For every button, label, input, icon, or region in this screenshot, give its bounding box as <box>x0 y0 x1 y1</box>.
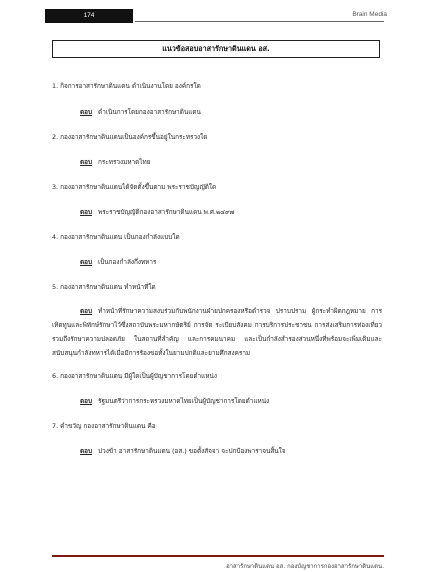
question-4: 4. กองอาสารักษาดินแดน เป็นกองกำลังแบบใด <box>52 233 180 241</box>
answer-text: พระราชบัญญัติกองอาสารักษาดินแดน พ.ศ.๒๔๙๗ <box>98 208 235 216</box>
answer-text: กระทรวงมหาดไทย <box>98 158 151 166</box>
qa-content <box>52 82 382 456</box>
question-2: 2. กองอาสารักษาดินแดนเป็นองค์กรขึ้นอยู่ในกระทรวงใด <box>52 133 208 141</box>
answer-label: ตอบ <box>80 307 93 315</box>
answer-label: ตอบ <box>80 108 93 116</box>
answer-label: ตอบ <box>80 447 93 455</box>
answer-text: รัฐมนตรีว่าการกระทรวงมหาดไทยเป็นผู้บัญชาการโดยตำแหน่ง <box>98 397 270 405</box>
question-5: 5. กองอาสารักษาดินแดน ทำหน้าที่ใด <box>52 283 156 291</box>
footer-text: อาสารักษาดินแดน อส. กองบัญชาการกองอาสารักษาดินแดน. <box>226 563 384 570</box>
answer-label: ตอบ <box>80 397 93 405</box>
page-number-box: 174 <box>45 9 133 23</box>
answer-text: ทำหน้าที่รักษาความสงบร่วมกับพนักงานฝ่ายปกครองหรือตำรวจ ปราบปราม ผู้กระทำผิดกฎหมาย การเทิดทูนและพิทักษ์รักษาไว้ซึ่งสถาบันพระมหากษัตริย์ การจัด ระเบียบสังคม การบริการประชาชน การส่งเสริมการท่องเที่ยว รวมถึงรักษาความปลอดภัย ในสถานที่สำคัญ และการคมนาคม และเป็นกำลังสำรองส่วนหนึ่งที่พร้อมจะเพิ่มเติมและ สนับสนุนกำลังทหารได้เมื่อมีการร้องขอทั้งในยามปกติและยามศึกสงคราม <box>52 307 382 357</box>
answer-1 <box>80 108 382 117</box>
answer-4 <box>80 258 382 267</box>
answer-label: ตอบ <box>80 258 93 266</box>
answer-label: ตอบ <box>80 158 93 166</box>
question-7: 7. คำขวัญ กองอาสารักษาดินแดน คือ <box>52 422 156 430</box>
answer-5 <box>52 304 382 360</box>
question-1: 1. กิจการอาสารักษาดินแดน ดำเนินงานโดย องค์กรใด <box>52 82 201 90</box>
document-title: แนวข้อสอบอาสารักษาดินแดน อส. <box>52 40 380 58</box>
header-rule <box>135 21 384 22</box>
answer-text: เป็นกองกำลังกึ่งทหาร <box>98 258 157 266</box>
answer-text: ดำเนินการโดยกองอาสารักษาดินแดน <box>98 108 201 116</box>
brand-name: Brain Media <box>352 11 387 18</box>
answer-label: ตอบ <box>80 208 93 216</box>
footer-rule <box>52 555 384 557</box>
answer-text: ปวงข้า อาสารักษาดินแดน (อส.) ขอตั้งสัจจา จะปกป้องพาราจนสิ้นใจ <box>98 447 286 455</box>
question-3: 3. กองอาสารักษาดินแดนได้จัดตั้งขึ้นตาม พระราชบัญญัติใด <box>52 183 217 191</box>
answer-3 <box>80 208 382 217</box>
question-6: 6. กองอาสารักษาดินแดน มีผู้ใดเป็นผู้บัญชาการโดยตำแหน่ง <box>52 372 217 380</box>
answer-6 <box>80 397 382 406</box>
answer-2 <box>80 158 382 167</box>
answer-7 <box>80 447 382 456</box>
